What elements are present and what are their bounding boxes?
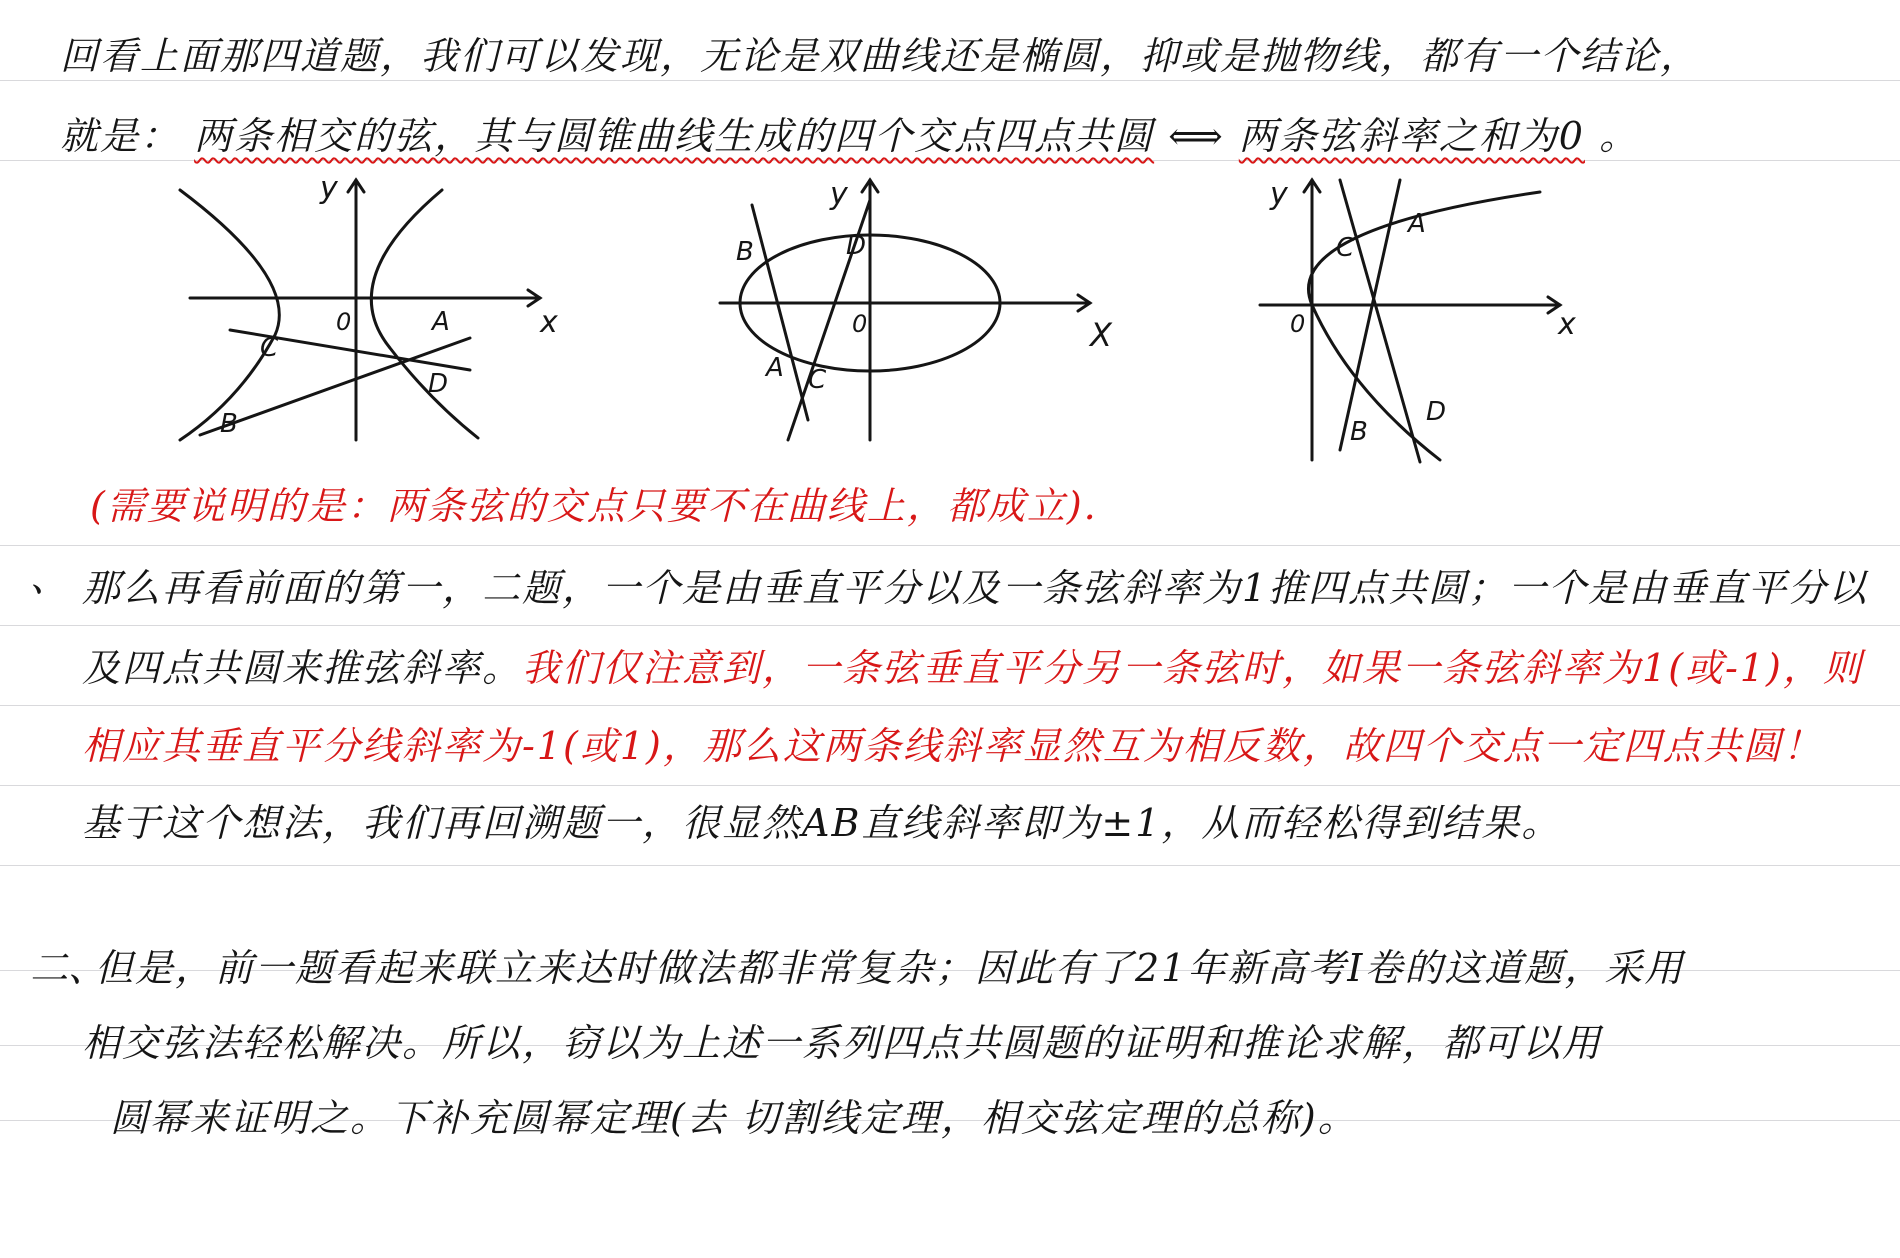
axis-y-label: y — [1270, 177, 1288, 212]
point-a-label: A — [1408, 209, 1426, 239]
section2-line2: 相交弦法轻松解决。所以，窃以为上述一系列四点共圆题的证明和推论求解，都可以用 — [82, 1021, 1603, 1065]
section1-line3: 相应其垂直平分线斜率为-1(或1)，那么这两条线斜率显然互为相反数，故四个交点一定四点共圆！ — [82, 724, 1823, 768]
point-c-label: C — [1336, 233, 1355, 263]
paragraph1-line1: 回看上面那四道题，我们可以发现，无论是双曲线还是椭圆，抑或是抛物线，都有一个结论， — [60, 34, 1701, 78]
conclusion-prefix: 就是： — [60, 114, 181, 158]
hyperbola-right-branch — [371, 190, 478, 438]
axis-x-label: X — [1090, 316, 1112, 354]
hyperbola-figure — [160, 170, 560, 450]
point-a-label: A — [766, 353, 784, 383]
notebook-rule — [0, 625, 1900, 626]
conclusion-part1: 两条相交的弦，其与圆锥曲线生成的四个交点四点共圆 — [194, 114, 1155, 158]
parabola-figure — [1240, 170, 1620, 470]
section2-number: 二、 — [30, 946, 107, 990]
notebook-rule — [0, 705, 1900, 706]
axis-y-label: y — [830, 177, 848, 212]
point-c-label: C — [808, 365, 827, 395]
notebook-rule — [0, 785, 1900, 786]
hyperbola-left-branch — [180, 190, 279, 440]
section2-line3: 圆幂来证明之。下补充圆幂定理(去 切割线定理，相交弦定理的总称)。 — [110, 1096, 1358, 1140]
point-a-label: A — [432, 307, 450, 337]
paragraph1-line2 — [60, 108, 1639, 164]
origin-label: 0 — [1290, 310, 1306, 338]
axis-x-label: x — [1558, 307, 1576, 342]
notebook-rule — [0, 865, 1900, 866]
section1-number: 、 — [30, 556, 69, 600]
notebook-rule — [0, 545, 1900, 546]
origin-label: 0 — [336, 308, 352, 336]
axis-y-label: y — [320, 171, 338, 206]
point-d-label: D — [1426, 397, 1447, 427]
origin-label: 0 — [852, 310, 868, 338]
equivalence-arrow: ⟺ — [1168, 114, 1225, 158]
ellipse-figure — [700, 170, 1120, 450]
chord-ac — [1340, 180, 1400, 450]
point-b-label: B — [220, 409, 238, 439]
section1-line2-red: 我们仅注意到，一条弦垂直平分另一条弦时，如果一条弦斜率为1(或-1)，则 — [522, 646, 1863, 690]
section2-line1: 但是，前一题看起来联立来达时做法都非常复杂；因此有了21年新高考I卷的这道题，采用 — [95, 946, 1685, 990]
conclusion-end: 。 — [1599, 114, 1640, 158]
note-line: (需要说明的是：两条弦的交点只要不在曲线上，都成立). — [90, 484, 1098, 528]
point-c-label: C — [260, 333, 279, 363]
point-b-label: B — [1350, 417, 1368, 447]
conclusion-part2: 两条弦斜率之和为0 — [1238, 114, 1585, 158]
section1-line2 — [82, 640, 1863, 696]
section1-line2-black: 及四点共圆来推弦斜率。 — [82, 646, 523, 690]
chord-bc — [752, 205, 808, 420]
point-b-label: B — [736, 237, 754, 267]
point-d-label: D — [846, 231, 867, 261]
point-d-label: D — [428, 369, 449, 399]
axis-x-label: x — [540, 305, 558, 340]
section1-line1: 那么再看前面的第一，二题，一个是由垂直平分以及一条弦斜率为1推四点共圆；一个是由垂直平分以 — [82, 566, 1869, 610]
section1-line4: 基于这个想法，我们再回溯题一，很显然AB直线斜率即为±1，从而轻松得到结果。 — [82, 801, 1562, 845]
